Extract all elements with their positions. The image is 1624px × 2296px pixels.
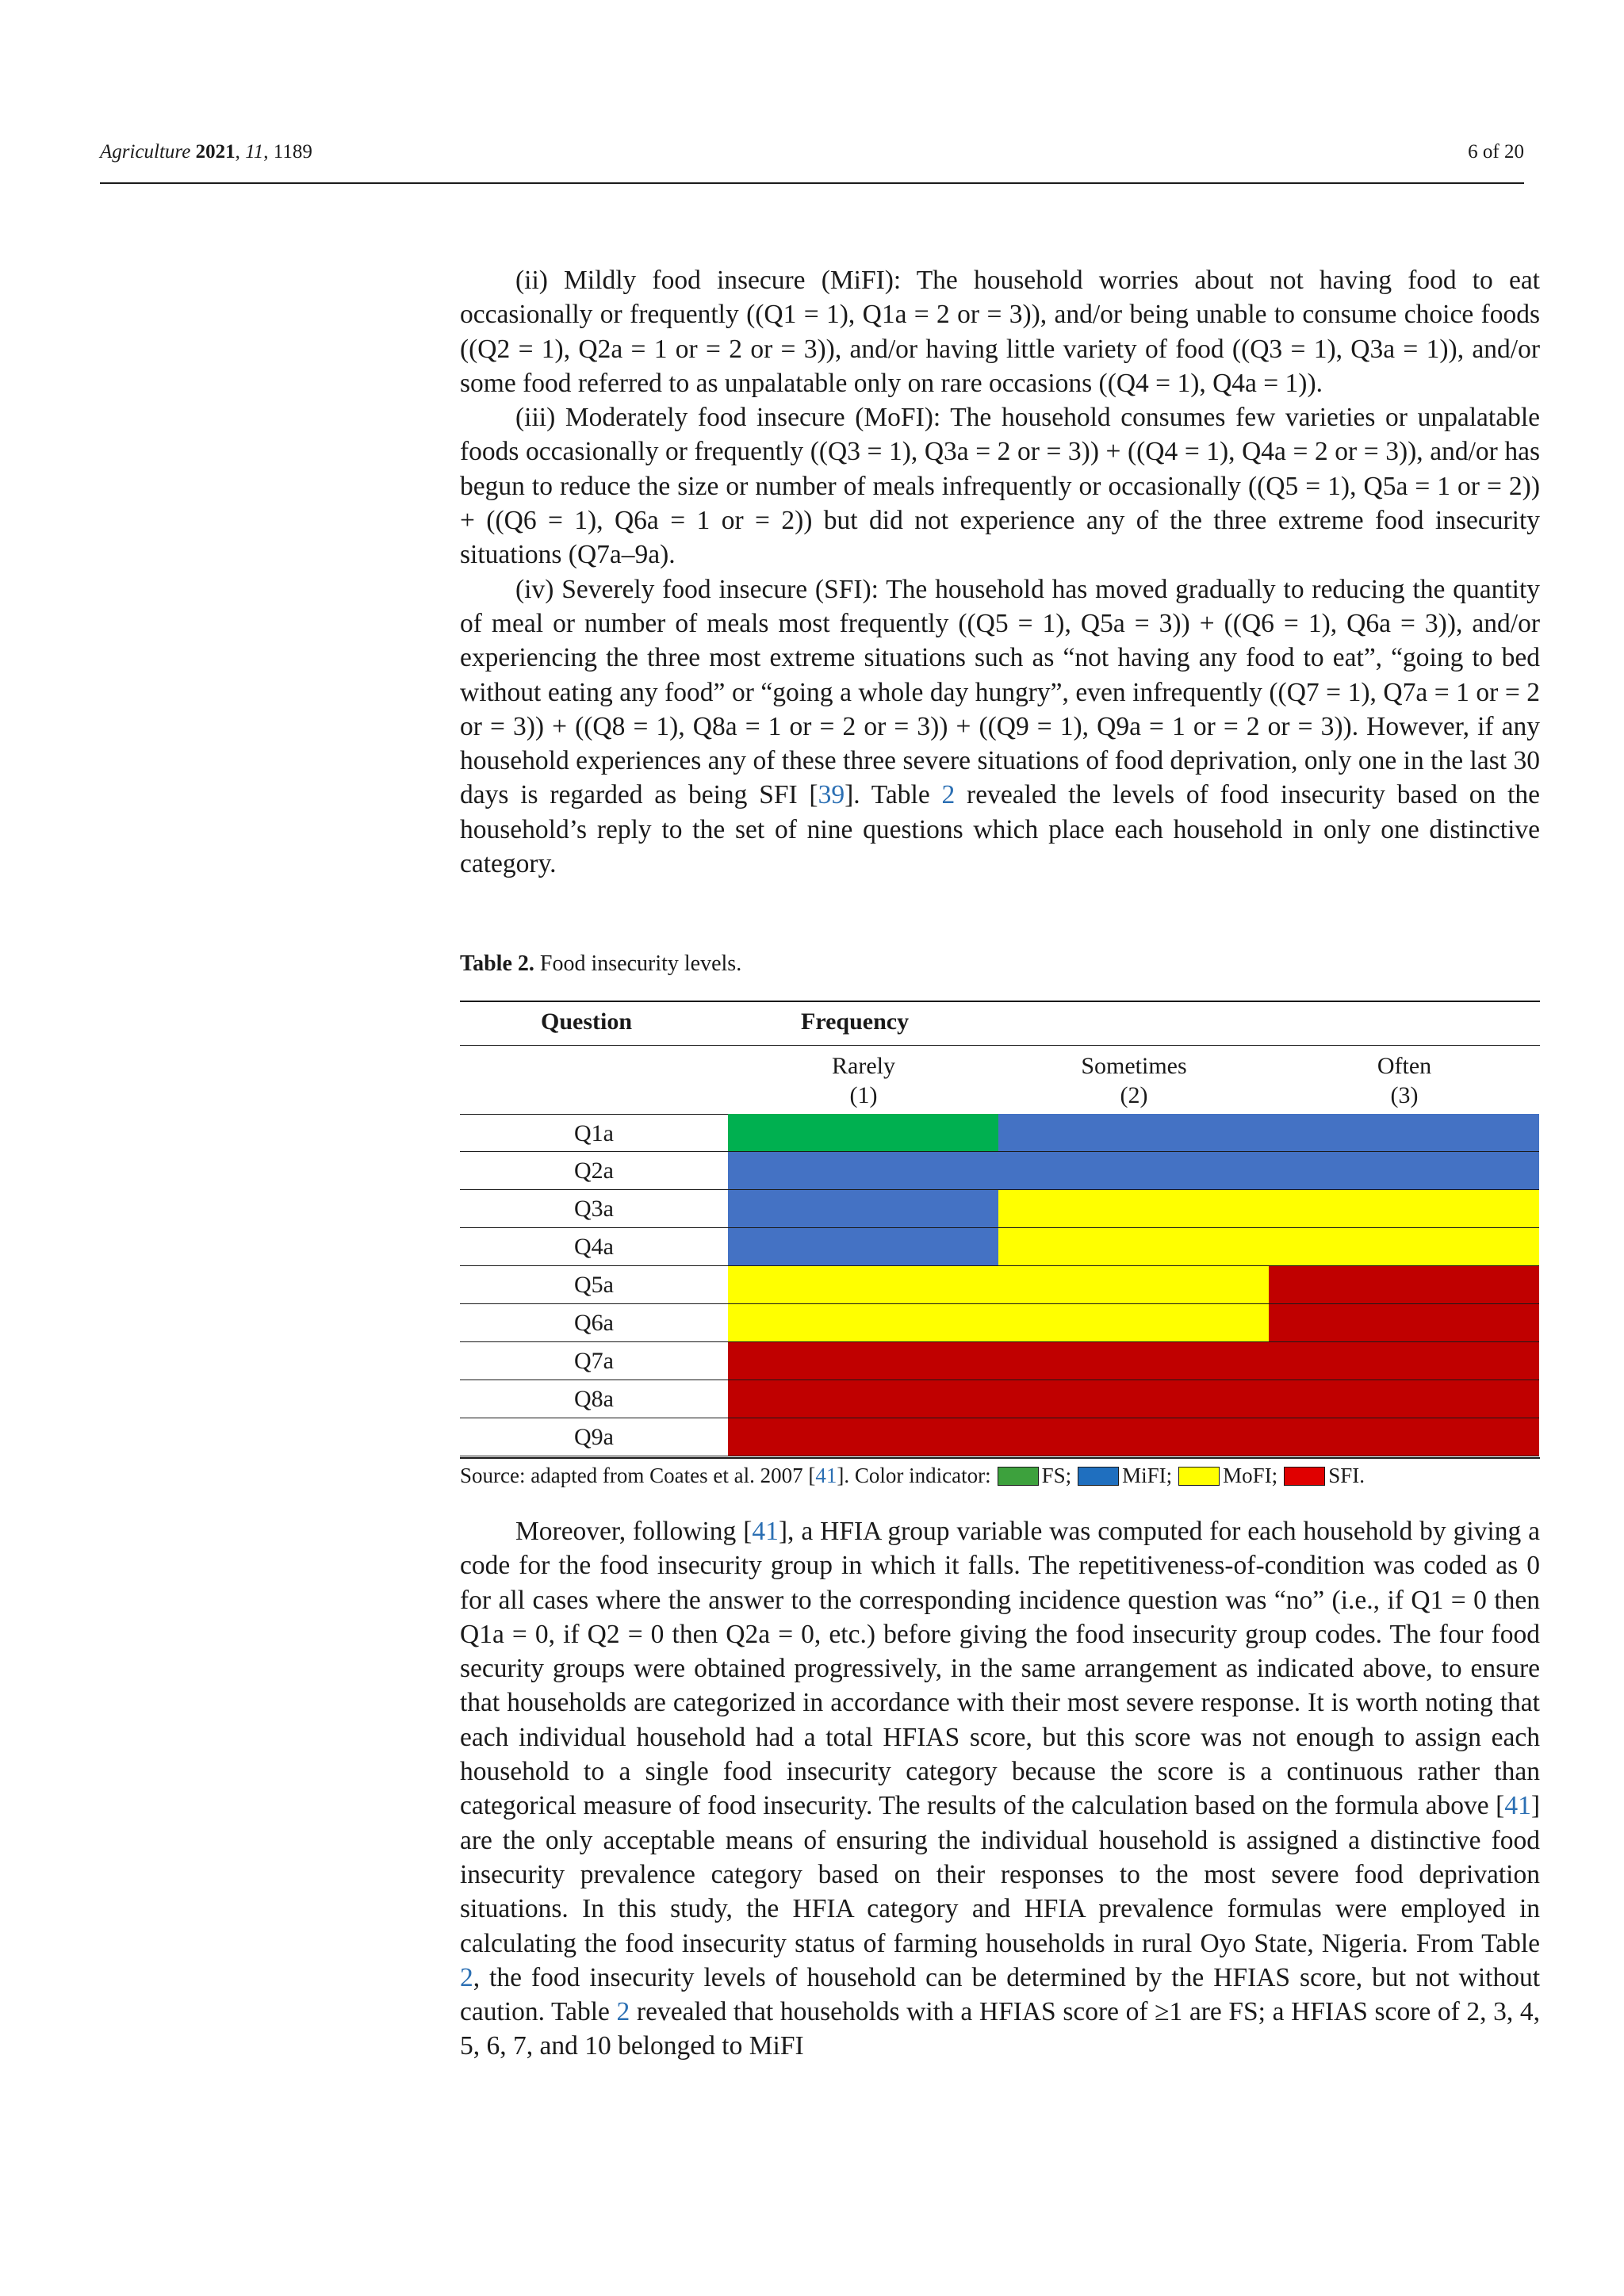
column-header-question: Question	[541, 1008, 633, 1035]
citation-link[interactable]: 39	[818, 780, 845, 810]
page-number: 6 of 20	[1468, 141, 1524, 163]
cell-q8a-3	[1269, 1380, 1539, 1418]
header-rule	[100, 182, 1524, 184]
row-label-q1a: Q1a	[460, 1114, 728, 1152]
cell-q3a-1	[728, 1190, 998, 1228]
cell-q4a-3	[1269, 1228, 1539, 1266]
journal-year: 2021	[195, 141, 236, 163]
legend-swatch-fs	[998, 1467, 1039, 1486]
citation-link[interactable]: 41	[752, 1517, 779, 1546]
cell-q6a-1	[728, 1304, 998, 1342]
cell-q9a-1	[728, 1418, 998, 1456]
cell-q5a-2	[998, 1266, 1269, 1304]
table-caption: Table 2. Food insecurity levels.	[460, 951, 742, 976]
cell-q8a-2	[998, 1380, 1269, 1418]
cell-q1a-2	[998, 1114, 1269, 1152]
source-citation-link[interactable]: 41	[815, 1464, 837, 1487]
paragraph-sfi: (iv) Severely food insecure (SFI): The household has moved gradually to reducing the quantity of meal or number of meals most frequently ((Q5 = 1), Q5a = 3)) + ((Q6 = 1), Q6a = 3)), and/or experiencing the three most extreme situations such as “not having any food to eat”, “going to bed without eating any food” or “going a whole day hungry”, even infrequently ((Q7 = 1), Q7a = 1 or = 2 or = 3)) + ((Q8 = 1), Q8a = 1 or = 2 or = 3)) + ((Q9 = 1), Q9a = 1 or = 2 or = 3)). However, if any household experiences any of these three severe situations of food deprivation, only one in the last 30 days is regarded as being SFI [39]. Table 2 revealed the levels of food insecurity based on the household’s reply to the set of nine questions which place each household in only one distinctive category.	[460, 574, 1540, 879]
subheader-rarely: Rarely (1)	[832, 1053, 895, 1108]
journal-name: Agriculture	[100, 141, 191, 163]
cell-q9a-3	[1269, 1418, 1539, 1456]
legend-swatch-sfi	[1284, 1467, 1325, 1486]
journal-citation: Agriculture 2021, 11, 1189	[100, 141, 312, 163]
cell-q7a-3	[1269, 1342, 1539, 1380]
journal-volume: 11	[245, 141, 264, 163]
subheader-sometimes: Sometimes (2)	[1081, 1053, 1187, 1108]
row-label-q4a: Q4a	[460, 1228, 728, 1266]
cell-q3a-2	[998, 1190, 1269, 1228]
top-paragraphs	[460, 263, 1540, 881]
subheader-often: Often (3)	[1377, 1053, 1432, 1108]
table-header-rule	[460, 1045, 1540, 1046]
cell-q3a-3	[1269, 1190, 1539, 1228]
cell-q4a-1	[728, 1228, 998, 1266]
cell-q8a-1	[728, 1380, 998, 1418]
legend-swatch-mofi	[1178, 1467, 1220, 1486]
row-label-q3a: Q3a	[460, 1190, 728, 1228]
citation-link[interactable]: 41	[1504, 1791, 1531, 1821]
row-label-q8a: Q8a	[460, 1380, 728, 1418]
paragraph-hfia: Moreover, following [41], a HFIA group variable was computed for each household by giving a code for the food insecurity group in which it falls. The repetitiveness-of-condition was coded as 0 for all cases where the answer to the corresponding incidence question was “no” (i.e., if Q1 = 0 then Q1a = 0, if Q2 = 0 then Q2a = 0, etc.) before giving the food insecurity group codes. The four food security groups were obtained progressively, in the same arrangement as indicated above, to ensure that households are categorized in accordance with their most severe response. It is worth noting that each individual household had a total HFIAS score, but this score was not enough to assign each household to a single food insecurity category because the score is a continuous rather than categorical measure of food insecurity. The results of the calculation based on the formula above [41] are the only acceptable means of ensuring the individual household is assigned a distinctive food insecurity prevalence category based on their responses to the most severe food deprivation situations. In this study, the HFIA category and HFIA prevalence formulas were employed in calculating the food insecurity status of farming households in rural Oyo State, Nigeria. From Table 2, the food insecurity levels of household can be determined by the HFIAS score, but not without caution. Table 2 revealed that households with a HFIAS score of ≥1 are FS; a HFIAS score of 2, 3, 4, 5, 6, 7, and 10 belonged to MiFI	[460, 1517, 1540, 2061]
cell-q2a-3	[1269, 1152, 1539, 1190]
column-header-frequency: Frequency	[801, 1008, 910, 1035]
cell-q5a-1	[728, 1266, 998, 1304]
cell-q7a-1	[728, 1342, 998, 1380]
cell-q2a-1	[728, 1152, 998, 1190]
row-label-q7a: Q7a	[460, 1342, 728, 1380]
cell-q9a-2	[998, 1418, 1269, 1456]
legend-label-sfi: SFI.	[1328, 1464, 1365, 1487]
legend-swatch-mifi	[1078, 1467, 1119, 1486]
cell-q7a-2	[998, 1342, 1269, 1380]
table-link[interactable]: 2	[460, 1962, 473, 1992]
cell-q2a-2	[998, 1152, 1269, 1190]
legend-label-fs: FS;	[1041, 1464, 1072, 1487]
table-link[interactable]: 2	[941, 780, 956, 810]
table-source: Source: adapted from Coates et al. 2007 [ 41 ]. Color indicator: FS; MiFI; MoFI; SFI.	[460, 1464, 1365, 1487]
row-label-q6a: Q6a	[460, 1304, 728, 1342]
article-number: , 1189	[263, 141, 312, 163]
row-label-q5a: Q5a	[460, 1266, 728, 1304]
cell-q1a-3	[1269, 1114, 1539, 1152]
cell-q1a-1	[728, 1114, 998, 1152]
legend-label-mifi: MiFI;	[1122, 1464, 1173, 1487]
running-header	[100, 141, 1524, 163]
cell-q4a-2	[998, 1228, 1269, 1266]
cell-q6a-3	[1269, 1304, 1539, 1342]
table-link[interactable]: 2	[616, 1997, 630, 2027]
row-label-q9a: Q9a	[460, 1418, 728, 1456]
legend-label-mofi: MoFI;	[1223, 1464, 1278, 1487]
cell-q6a-2	[998, 1304, 1269, 1342]
cell-q5a-3	[1269, 1266, 1539, 1304]
bottom-paragraph-block	[460, 1514, 1540, 2064]
table-top-rule	[460, 1001, 1540, 1002]
table-bottom-rule	[460, 1457, 1540, 1459]
paragraph-mofi: (iii) Moderately food insecure (MoFI): The household consumes few varieties or unpalatable foods occasionally or frequently ((Q3 = 1), Q3a = 2 or = 3)) + ((Q4 = 1), Q4a = 2 or = 3)), and/or has begun to reduce the size or number of meals infrequently or occasionally ((Q5 = 1), Q5a = 1 or = 2)) + ((Q6 = 1), Q6a = 1 or = 2)) but did not experience any of the three extreme food insecurity situations (Q7a–9a).	[460, 403, 1540, 570]
paragraph-mifi: (ii) Mildly food insecure (MiFI): The household worries about not having food to eat occasionally or frequently ((Q1 = 1), Q1a = 2 or = 3)), and/or being unable to consume choice foods ((Q2 = 1), Q2a = 1 or = 2 or = 3)), and/or having little variety of food ((Q3 = 1), Q3a = 1)), and/or some food referred to as unpalatable only on rare occasions ((Q4 = 1), Q4a = 1)).	[460, 266, 1540, 398]
row-label-q2a: Q2a	[460, 1152, 728, 1190]
